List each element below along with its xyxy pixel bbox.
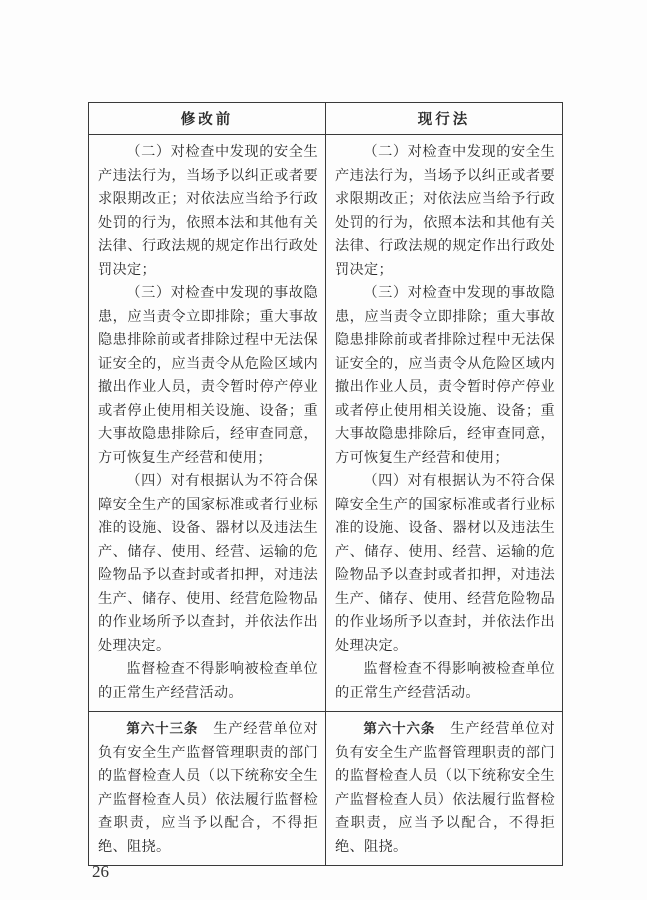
article-text: 生产经营单位对负有安全生产监督管理职责的部门的监督检查人员（以下统称安全生产监督检查人员）依法履行监督检查职责，应当予以配合，不得拒绝、阻挠。 bbox=[335, 721, 555, 855]
paragraph: （二）对检查中发现的安全生产违法行为，当场予以纠正或者要求限期改正；对依法应当给予行政处罚的行为，依照本法和其他有关法律、行政法规的规定作出行政处罚决定； bbox=[98, 144, 318, 278]
article-number: 第六十三条 bbox=[126, 721, 199, 737]
paragraph: （三）对检查中发现的事故隐患，应当责令立即排除；重大事故隐患排除前或者排除过程中无法保证安全的，应当责令从危险区域内撤出作业人员，责令暂时停产停业或者停止使用相关设施、设备；重大事故隐患排除后，经审查同意，方可恢复生产经营和使用； bbox=[98, 285, 318, 466]
comparison-table bbox=[88, 102, 563, 866]
paragraph bbox=[98, 718, 318, 859]
paragraph bbox=[335, 718, 555, 859]
paragraph: （四）对有根据认为不符合保障安全生产的国家标准或者行业标准的设施、设备、器材以及违法生产、储存、使用、经营、运输的危险物品予以查封或者扣押，对违法生产、储存、使用、经营危险物品的作业场所予以查封，并依法作出处理决定。 bbox=[98, 473, 318, 654]
page-number: 26 bbox=[92, 862, 109, 881]
header-current-law: 现行法 bbox=[326, 103, 563, 135]
article-text: 生产经营单位对负有安全生产监督管理职责的部门的监督检查人员（以下统称安全生产监督检查人员）依法履行监督检查职责，应当予以配合，不得拒绝、阻挠。 bbox=[98, 721, 318, 855]
cell-before-amendment bbox=[89, 135, 326, 712]
paragraph: （三）对检查中发现的事故隐患，应当责令立即排除；重大事故隐患排除前或者排除过程中无法保证安全的，应当责令从危险区域内撤出作业人员，责令暂时停产停业或者停止使用相关设施、设备；重大事故隐患排除后，经审查同意，方可恢复生产经营和使用； bbox=[335, 285, 555, 466]
paragraph: （四）对有根据认为不符合保障安全生产的国家标准或者行业标准的设施、设备、器材以及违法生产、储存、使用、经营、运输的危险物品予以查封或者扣押，对违法生产、储存、使用、经营危险物品的作业场所予以查封，并依法作出处理决定。 bbox=[335, 473, 555, 654]
paragraph: （二）对检查中发现的安全生产违法行为，当场予以纠正或者要求限期改正；对依法应当给予行政处罚的行为，依照本法和其他有关法律、行政法规的规定作出行政处罚决定； bbox=[335, 144, 555, 278]
table-header-row bbox=[89, 103, 563, 135]
table-row bbox=[89, 712, 563, 866]
header-before-amendment: 修改前 bbox=[89, 103, 326, 135]
paragraph: 监督检查不得影响被检查单位的正常生产经营活动。 bbox=[335, 661, 555, 701]
cell-current-law bbox=[326, 135, 563, 712]
paragraph: 监督检查不得影响被检查单位的正常生产经营活动。 bbox=[98, 661, 318, 701]
article-number: 第六十六条 bbox=[363, 721, 436, 737]
table-row bbox=[89, 135, 563, 712]
cell-before-amendment bbox=[89, 712, 326, 866]
cell-current-law bbox=[326, 712, 563, 866]
